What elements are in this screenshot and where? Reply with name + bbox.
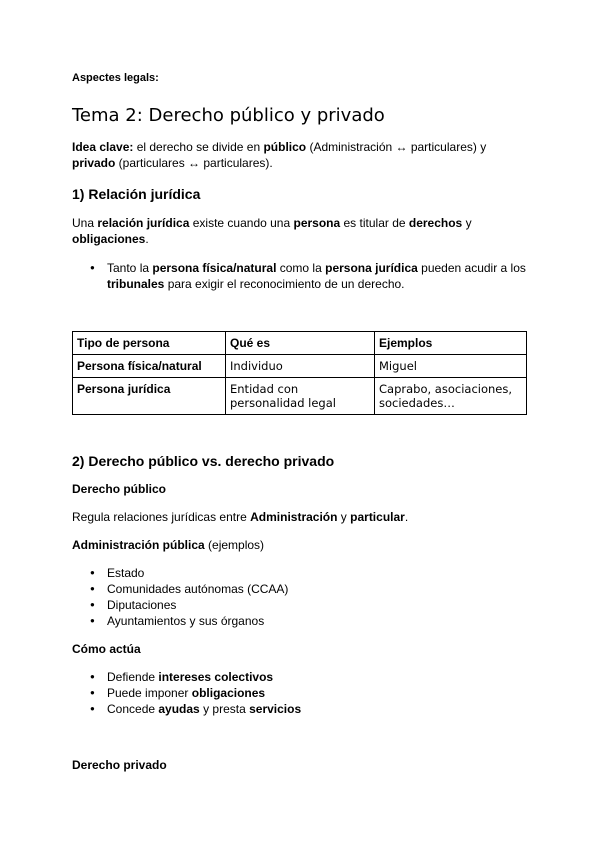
- list-item: ● Concede ayudas y presta servicios: [90, 701, 530, 717]
- list-item: ● Comunidades autónomas (CCAA): [90, 581, 530, 597]
- subheading-derecho-privado: Derecho privado: [72, 758, 167, 772]
- table-cell: Caprabo, asociaciones, sociedades…: [375, 378, 527, 415]
- list-item: ● Estado: [90, 565, 530, 581]
- table-cell: Persona física/natural: [73, 355, 226, 378]
- table-header-row: [73, 332, 527, 355]
- table-cell: Individuo: [226, 355, 375, 378]
- subheading-como-actua: Cómo actúa: [72, 642, 141, 656]
- table-header-cell: Ejemplos: [375, 332, 527, 355]
- table-cell: Miguel: [375, 355, 527, 378]
- key-idea-label: Idea clave:: [72, 140, 134, 154]
- table-header-cell: Tipo de persona: [73, 332, 226, 355]
- section-heading-relacion: 1) Relación jurídica: [72, 186, 201, 202]
- subheading-derecho-publico: Derecho público: [72, 482, 167, 496]
- relacion-paragraph: Una relación jurídica existe cuando una persona es titular de derechos y obligaciones.: [72, 216, 472, 246]
- list-item: ● Tanto la persona física/natural como la persona jurídica pueden acudir a los tribunales para exigir el reconocimiento de un derecho.: [90, 260, 530, 292]
- document-header-label: Aspectes legals:: [72, 72, 159, 84]
- list-item: ● Defiende intereses colectivos: [90, 669, 530, 685]
- table-header-cell: Qué es: [226, 332, 375, 355]
- section-heading-derecho: 2) Derecho público vs. derecho privado: [72, 453, 335, 469]
- list-item: ● Puede imponer obligaciones: [90, 685, 530, 701]
- subheading-administracion: Administración pública (ejemplos): [72, 538, 265, 552]
- table-cell: Entidad con personalidad legal: [226, 378, 375, 415]
- derecho-publico-paragraph: Regula relaciones jurídicas entre Administración y particular.: [72, 510, 409, 524]
- persona-table: [72, 331, 527, 415]
- key-idea-paragraph: Idea clave: el derecho se divide en público (Administración ↔ particulares) y privado (particulares ↔ particulares).: [72, 140, 487, 170]
- table-row: [73, 355, 527, 378]
- relacion-bullet-list: [90, 260, 530, 292]
- administracion-list: [90, 565, 530, 629]
- table-row: [73, 378, 527, 415]
- page-title: Tema 2: Derecho público y privado: [72, 105, 385, 126]
- como-actua-list: [90, 669, 530, 717]
- list-item: ● Ayuntamientos y sus órganos: [90, 613, 530, 629]
- table-cell: Persona jurídica: [73, 378, 226, 415]
- list-item: ● Diputaciones: [90, 597, 530, 613]
